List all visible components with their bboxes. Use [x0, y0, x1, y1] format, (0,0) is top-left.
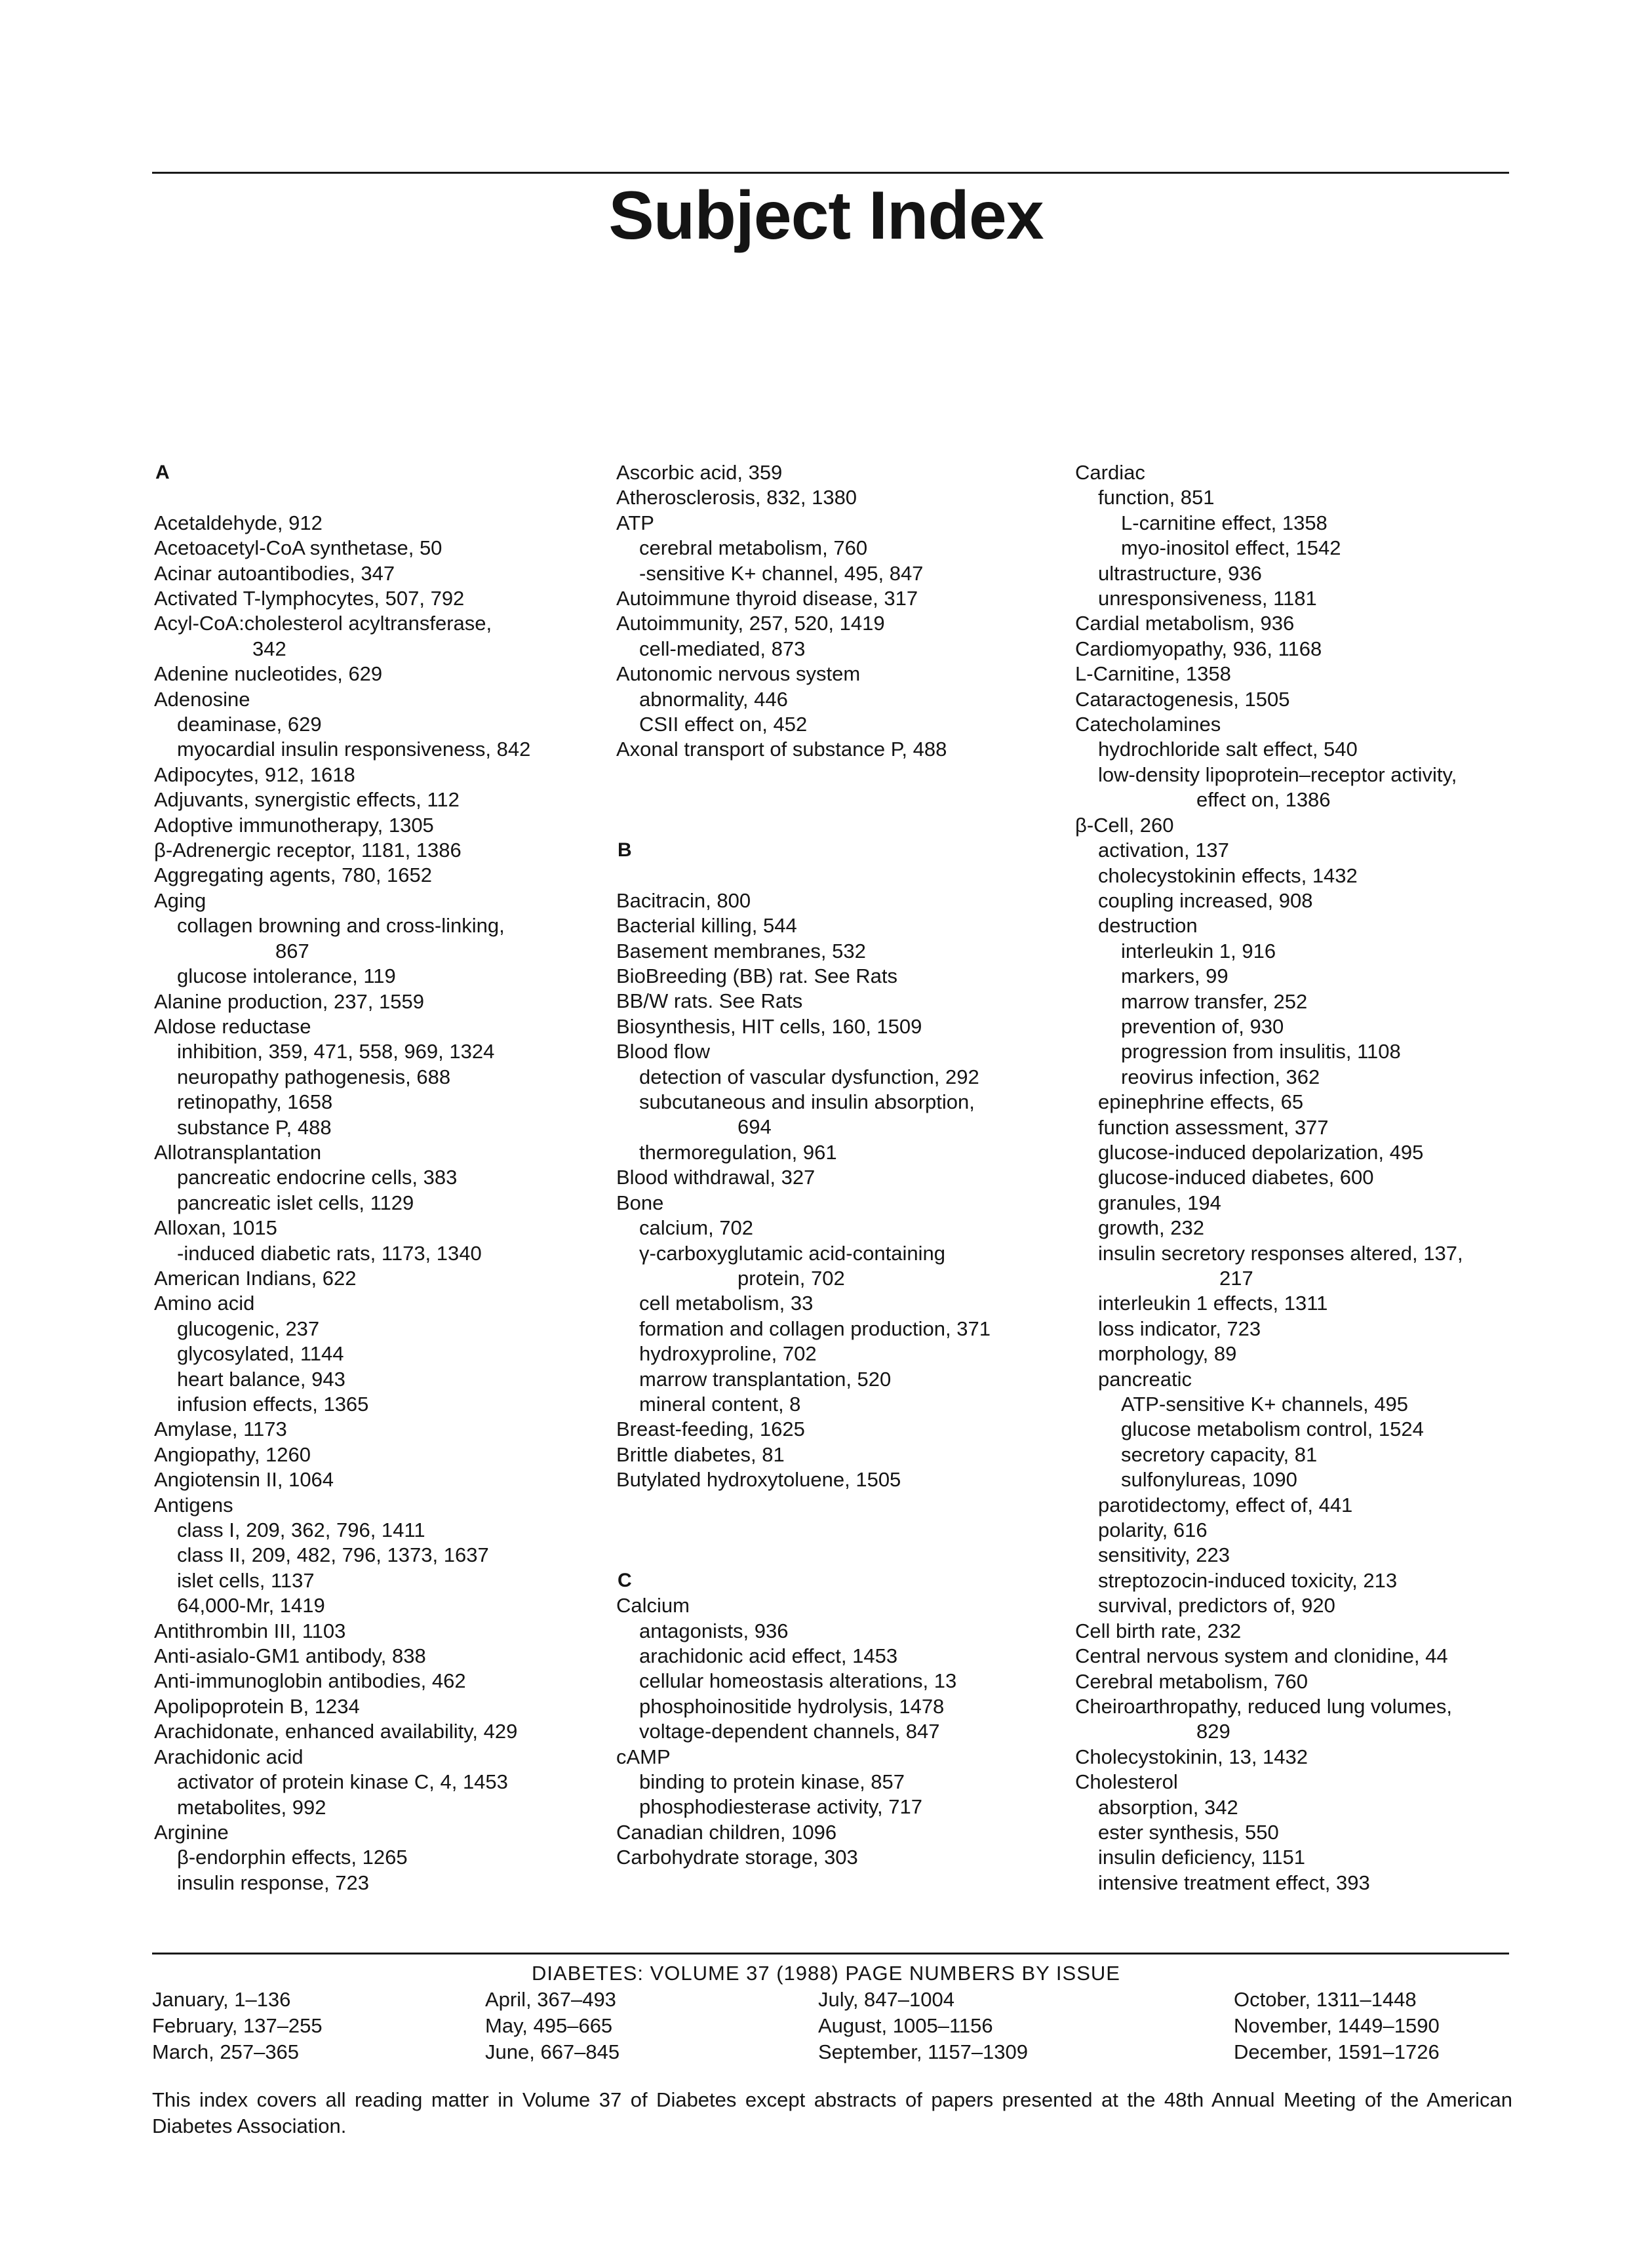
index-entry: Antigens: [154, 1493, 233, 1517]
index-subentry: epinephrine effects, 65: [1098, 1090, 1304, 1114]
index-subentry: phosphodiesterase activity, 717: [639, 1795, 922, 1819]
index-entry: Alloxan, 1015: [154, 1216, 277, 1240]
index-subentry: binding to protein kinase, 857: [639, 1770, 905, 1793]
issue-entry: June, 667–845: [485, 2040, 620, 2063]
index-subentry: insulin deficiency, 1151: [1098, 1846, 1305, 1869]
index-entry: Biosynthesis, HIT cells, 160, 1509: [616, 1014, 922, 1038]
index-subentry: collagen browning and cross-linking,: [177, 914, 505, 938]
issue-entry: August, 1005–1156: [818, 2014, 993, 2037]
index-subentry: neuropathy pathogenesis, 688: [177, 1065, 451, 1088]
index-subentry: antagonists, 936: [639, 1619, 789, 1642]
index-subentry: cell-mediated, 873: [639, 637, 806, 660]
issue-entry: November, 1449–1590: [1234, 2014, 1440, 2037]
index-subentry: polarity, 616: [1098, 1518, 1208, 1542]
index-subentry: calcium, 702: [639, 1216, 754, 1240]
index-subentry: pancreatic: [1098, 1367, 1192, 1391]
index-subentry: substance P, 488: [177, 1115, 332, 1139]
issue-group-q1: [152, 1987, 323, 2065]
index-entry: American Indians, 622: [154, 1266, 357, 1290]
index-entry-continuation: 217: [1219, 1267, 1253, 1290]
index-entry: BB/W rats. See Rats: [616, 989, 803, 1013]
index-subentry: parotidectomy, effect of, 441: [1098, 1493, 1353, 1517]
index-entry: Acetoacetyl-CoA synthetase, 50: [154, 536, 442, 560]
index-entry: β-Cell, 260: [1075, 813, 1174, 837]
index-subentry: detection of vascular dysfunction, 292: [639, 1065, 979, 1088]
spacer: [616, 763, 1062, 787]
index-entry: Autoimmune thyroid disease, 317: [616, 587, 918, 610]
issue-entry: April, 367–493: [485, 1988, 616, 2011]
index-subentry: reovirus infection, 362: [1121, 1065, 1320, 1088]
issue-entry: October, 1311–1448: [1234, 1988, 1417, 2011]
index-entry: Aldose reductase: [154, 1014, 311, 1038]
index-entry: Activated T-lymphocytes, 507, 792: [154, 587, 465, 610]
index-subentry: marrow transplantation, 520: [639, 1367, 892, 1391]
index-entry: Basement membranes, 532: [616, 939, 866, 962]
index-entry: Axonal transport of substance P, 488: [616, 738, 947, 761]
index-entry: ATP: [616, 511, 654, 534]
index-subentry: myocardial insulin responsiveness, 842: [177, 738, 531, 761]
index-entry: Central nervous system and clonidine, 44: [1075, 1644, 1448, 1668]
index-entry: Bacitracin, 800: [616, 888, 751, 912]
index-subentry: sensitivity, 223: [1098, 1543, 1230, 1567]
index-subentry: metabolites, 992: [177, 1795, 326, 1819]
index-entry: Acinar autoantibodies, 347: [154, 561, 395, 585]
index-subentry: interleukin 1, 916: [1121, 939, 1276, 962]
index-subentry: secretory capacity, 81: [1121, 1442, 1318, 1466]
index-entry: Aggregating agents, 780, 1652: [154, 863, 433, 887]
index-subentry: abnormality, 446: [639, 687, 788, 711]
index-entry: Amino acid: [154, 1292, 255, 1315]
index-subentry: infusion effects, 1365: [177, 1393, 369, 1416]
index-subentry: growth, 232: [1098, 1216, 1204, 1240]
index-entry: Adoptive immunotherapy, 1305: [154, 813, 434, 837]
index-subentry: cerebral metabolism, 760: [639, 536, 868, 560]
index-entry-continuation: 694: [738, 1115, 772, 1139]
index-entry: Carbohydrate storage, 303: [616, 1846, 858, 1869]
index-subentry: inhibition, 359, 471, 558, 969, 1324: [177, 1040, 495, 1063]
issues-heading: DIABETES: VOLUME 37 (1988) PAGE NUMBERS BY ISSUE: [532, 1962, 1120, 1985]
index-subentry: survival, predictors of, 920: [1098, 1594, 1335, 1617]
index-subentry: insulin secretory responses altered, 137,: [1098, 1241, 1463, 1265]
index-entry: Arachidonate, enhanced availability, 429: [154, 1720, 518, 1743]
index-subentry: γ-carboxyglutamic acid-containing: [639, 1241, 945, 1265]
index-subentry: formation and collagen production, 371: [639, 1317, 991, 1340]
index-column-1: [154, 460, 574, 1895]
issue-group-q4: [1234, 1987, 1440, 2065]
index-entry: Autonomic nervous system: [616, 662, 861, 686]
issue-entry: January, 1–136: [152, 1988, 291, 2011]
index-subentry: glucose-induced depolarization, 495: [1098, 1140, 1424, 1164]
index-subentry: myo-inositol effect, 1542: [1121, 536, 1341, 560]
index-subentry: coupling increased, 908: [1098, 888, 1313, 912]
index-subentry: intensive treatment effect, 393: [1098, 1871, 1370, 1894]
index-entry: Cholesterol: [1075, 1770, 1178, 1794]
page-title: Subject Index: [608, 178, 1044, 254]
index-subentry: retinopathy, 1658: [177, 1090, 333, 1114]
index-subentry: streptozocin-induced toxicity, 213: [1098, 1568, 1398, 1592]
index-subentry: glucogenic, 237: [177, 1317, 320, 1340]
index-entry: Blood flow: [616, 1040, 711, 1063]
index-entry: Alanine production, 237, 1559: [154, 989, 424, 1013]
index-subentry: CSII effect on, 452: [639, 713, 808, 736]
issue-group-q2: [485, 1987, 620, 2065]
bottom-rule: [152, 1953, 1509, 1954]
index-subentry: function assessment, 377: [1098, 1115, 1329, 1139]
spacer: [154, 485, 574, 510]
spacer: [616, 1543, 1062, 1568]
spacer: [616, 787, 1062, 812]
index-entry: Calcium: [616, 1594, 690, 1617]
index-subentry: absorption, 342: [1098, 1795, 1238, 1819]
index-entry-continuation: effect on, 1386: [1196, 788, 1331, 812]
index-entry: Cataractogenesis, 1505: [1075, 687, 1290, 711]
index-subentry: markers, 99: [1121, 964, 1229, 988]
index-entry-continuation: 342: [252, 637, 286, 660]
index-entry: L-Carnitine, 1358: [1075, 662, 1231, 686]
issue-entry: September, 1157–1309: [818, 2040, 1029, 2063]
index-subentry: marrow transfer, 252: [1121, 989, 1308, 1013]
index-subentry: destruction: [1098, 914, 1198, 938]
spacer: [616, 813, 1062, 838]
index-subentry: granules, 194: [1098, 1191, 1221, 1214]
index-entry: β-Adrenergic receptor, 1181, 1386: [154, 839, 462, 862]
index-subentry: mineral content, 8: [639, 1392, 801, 1416]
index-subentry: prevention of, 930: [1121, 1014, 1284, 1038]
index-entry: Anti-immunoglobin antibodies, 462: [154, 1669, 466, 1693]
index-entry: Apolipoprotein B, 1234: [154, 1694, 360, 1718]
index-column-2: [616, 460, 1062, 1871]
index-subentry: 64,000-Mr, 1419: [177, 1594, 325, 1617]
index-entry: Arginine: [154, 1820, 229, 1844]
index-subentry: glycosylated, 1144: [177, 1342, 344, 1366]
index-subentry: glucose-induced diabetes, 600: [1098, 1166, 1374, 1189]
index-entry: Bacterial killing, 544: [616, 914, 797, 938]
index-subentry: pancreatic endocrine cells, 383: [177, 1166, 458, 1189]
index-entry: Cardial metabolism, 936: [1075, 612, 1295, 635]
index-subentry: low-density lipoprotein–receptor activity,: [1098, 763, 1457, 786]
index-entry: Angiotensin II, 1064: [154, 1468, 334, 1492]
index-entry: Cheiroarthropathy, reduced lung volumes,: [1075, 1694, 1452, 1718]
index-subentry: progression from insulitis, 1108: [1121, 1040, 1401, 1063]
index-entry: Catecholamines: [1075, 713, 1221, 736]
index-entry: Cell birth rate, 232: [1075, 1619, 1242, 1642]
index-subentry: function, 851: [1098, 486, 1215, 509]
index-subentry: sulfonylureas, 1090: [1121, 1468, 1297, 1492]
index-subentry: morphology, 89: [1098, 1342, 1237, 1366]
index-entry: Allotransplantation: [154, 1140, 322, 1164]
section-letter: B: [618, 839, 632, 862]
index-entry: Canadian children, 1096: [616, 1820, 837, 1844]
spacer: [616, 863, 1062, 888]
index-entry: Bone: [616, 1191, 664, 1214]
section-letter: C: [618, 1569, 632, 1591]
index-entry: Adjuvants, synergistic effects, 112: [154, 788, 460, 812]
index-subentry: subcutaneous and insulin absorption,: [639, 1090, 975, 1114]
index-subentry: unresponsiveness, 1181: [1098, 587, 1317, 610]
top-rule: [152, 172, 1509, 174]
index-subentry: cell metabolism, 33: [639, 1292, 814, 1315]
index-subentry: pancreatic islet cells, 1129: [177, 1191, 414, 1214]
index-subentry: activator of protein kinase C, 4, 1453: [177, 1770, 508, 1794]
index-subentry: hydrochloride salt effect, 540: [1098, 738, 1358, 761]
index-subentry: glucose intolerance, 119: [177, 964, 396, 988]
index-subentry: L-carnitine effect, 1358: [1121, 511, 1328, 534]
index-subentry: class II, 209, 482, 796, 1373, 1637: [177, 1543, 489, 1567]
index-entry: Adipocytes, 912, 1618: [154, 763, 355, 786]
index-entry: BioBreeding (BB) rat. See Rats: [616, 964, 898, 988]
index-entry: Acetaldehyde, 912: [154, 511, 323, 534]
index-subentry: islet cells, 1137: [177, 1568, 315, 1592]
index-subentry: loss indicator, 723: [1098, 1317, 1261, 1340]
index-subentry: insulin response, 723: [177, 1871, 369, 1894]
spacer: [616, 1518, 1062, 1543]
index-subentry: -sensitive K+ channel, 495, 847: [639, 561, 924, 585]
index-subentry: heart balance, 943: [177, 1367, 345, 1391]
index-subentry: -induced diabetic rats, 1173, 1340: [177, 1241, 482, 1265]
index-subentry: hydroxyproline, 702: [639, 1342, 817, 1366]
index-entry: Ascorbic acid, 359: [616, 461, 783, 484]
index-footnote: This index covers all reading matter in Volume 37 of Diabetes except abstracts of papers presented at the 48th Annual Meeting of the American Diabetes Association.: [152, 2088, 1512, 2137]
index-entry: Butylated hydroxytoluene, 1505: [616, 1468, 901, 1492]
issue-entry: December, 1591–1726: [1234, 2040, 1440, 2063]
index-subentry: interleukin 1 effects, 1311: [1098, 1292, 1328, 1315]
issue-group-q3: [818, 1987, 1028, 2065]
index-entry: Blood withdrawal, 327: [616, 1166, 816, 1189]
index-subentry: voltage-dependent channels, 847: [639, 1720, 940, 1743]
index-subentry: class I, 209, 362, 796, 1411: [177, 1518, 425, 1542]
index-subentry: ATP-sensitive K+ channels, 495: [1121, 1393, 1408, 1416]
index-entry-continuation: protein, 702: [738, 1266, 845, 1290]
index-subentry: phosphoinositide hydrolysis, 1478: [639, 1694, 945, 1718]
index-subentry: thermoregulation, 961: [639, 1140, 837, 1164]
index-entry: Autoimmunity, 257, 520, 1419: [616, 612, 885, 635]
index-subentry: arachidonic acid effect, 1453: [639, 1644, 898, 1667]
spacer: [616, 1493, 1062, 1518]
index-entry: Acyl-CoA:cholesterol acyltransferase,: [154, 612, 492, 635]
index-subentry: ester synthesis, 550: [1098, 1820, 1279, 1844]
index-entry: Breast-feeding, 1625: [616, 1418, 805, 1441]
index-subentry: activation, 137: [1098, 839, 1229, 862]
index-column-3: [1075, 460, 1521, 1895]
section-letter: A: [155, 462, 170, 483]
index-entry: Arachidonic acid: [154, 1745, 304, 1768]
index-entry: Adenosine: [154, 687, 250, 711]
index-entry: Cardiomyopathy, 936, 1168: [1075, 637, 1322, 660]
index-entry: Cardiac: [1075, 461, 1145, 484]
index-subentry: glucose metabolism control, 1524: [1121, 1418, 1424, 1441]
index-subentry: deaminase, 629: [177, 713, 322, 736]
index-subentry: β-endorphin effects, 1265: [177, 1846, 408, 1869]
index-entry: Amylase, 1173: [154, 1418, 287, 1441]
index-entry: Adenine nucleotides, 629: [154, 662, 383, 686]
index-subentry: ultrastructure, 936: [1098, 561, 1262, 585]
index-entry: cAMP: [616, 1745, 671, 1768]
index-entry: Brittle diabetes, 81: [616, 1442, 785, 1466]
index-entry: Antithrombin III, 1103: [154, 1619, 346, 1642]
index-subentry: cellular homeostasis alterations, 13: [639, 1669, 957, 1693]
index-entry: Atherosclerosis, 832, 1380: [616, 486, 857, 509]
index-entry: Aging: [154, 888, 206, 912]
index-entry: Anti-asialo-GM1 antibody, 838: [154, 1644, 426, 1668]
issue-entry: May, 495–665: [485, 2014, 613, 2037]
index-subentry: cholecystokinin effects, 1432: [1098, 863, 1358, 887]
issue-entry: July, 847–1004: [818, 1988, 954, 2011]
index-entry: Cerebral metabolism, 760: [1075, 1669, 1308, 1693]
index-entry: Cholecystokinin, 13, 1432: [1075, 1745, 1308, 1768]
index-entry-continuation: 829: [1196, 1720, 1230, 1743]
index-entry: Angiopathy, 1260: [154, 1442, 311, 1466]
index-entry-continuation: 867: [275, 939, 309, 962]
issue-entry: February, 137–255: [152, 2014, 323, 2037]
issue-entry: March, 257–365: [152, 2040, 300, 2063]
